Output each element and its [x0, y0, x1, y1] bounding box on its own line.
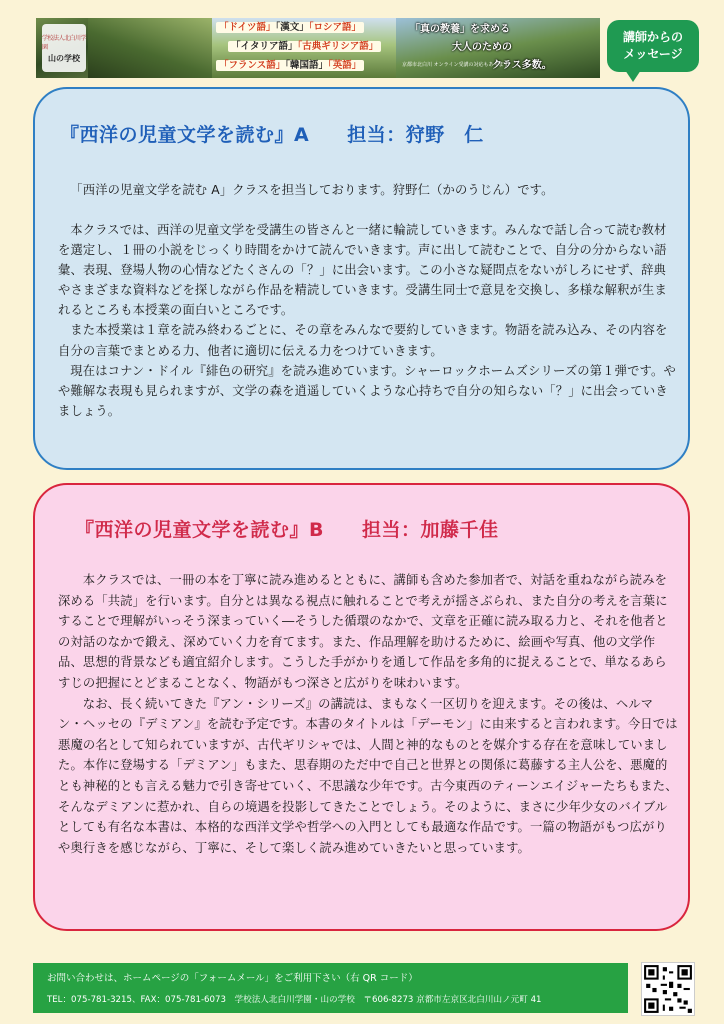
lang-row-3: 「フランス語」「韓国語」「英語」 — [216, 60, 364, 71]
class-a-paragraph: 現在はコナン・ドイル『緋色の研究』を読み進めています。シャーロックホームズシリーズの第１弾です。やや難解な表現も見られますが、文学の森を逍遥していくような心持ちで自分の知らない「？」に出会っていきましょう。 — [58, 363, 676, 418]
banner-language-panel — [212, 18, 396, 78]
class-a-teacher: 担当：狩野 仁 — [347, 124, 484, 146]
contact-footer — [33, 963, 628, 1013]
qr-pattern — [642, 963, 694, 1015]
slogan-line-3: クラス多数。 — [492, 60, 552, 71]
banner-tiny-text: 京都市北白川 オンライン受講の対応もあります — [402, 62, 509, 68]
lang-row-2: 「イタリア語」「古典ギリシア語」 — [228, 41, 381, 52]
banner-photo-panel — [88, 18, 212, 78]
message-bubble — [607, 20, 699, 72]
class-a-paragraph: 本クラスでは、西洋の児童文学を受講生の皆さんと一緒に輪読していきます。みんなで話し合って読む教材を選定し、１冊の小説をじっくり時間をかけて読んでいきます。声に出して読むことで、自分の分からない語彙、表現、登場人物の心情などたくさんの「？」に出会います。この小さな疑問点をないがしろにせず、辞典やさまざまな資料などを探しながら作品を精読していきます。受講生同士で意見を交換し、多様な解釈が生まれるところも本授業の面白いところです。 — [58, 223, 667, 318]
qr-code-icon[interactable] — [641, 962, 695, 1016]
bubble-line-2: メッセージ — [623, 47, 683, 61]
header-banner — [36, 18, 600, 78]
lang-row-1: 「ドイツ語」「漢文」「ロシア語」 — [216, 22, 364, 33]
footer-contact-line: お問い合わせは、ホームページの「フォームメール」をご利用下さい（右 QR コード） — [47, 973, 418, 984]
class-b-body — [58, 570, 678, 858]
class-a-intro: 「西洋の児童文学を読む A」クラスを担当しております。狩野仁（かのうじん）です。 — [70, 183, 554, 197]
logo-arc-text: 学校法人北白川学園 — [42, 34, 87, 51]
bubble-line-1: 講師からの — [622, 30, 683, 44]
footer-address-line: TEL：075-781-3215、FAX：075-781-6073 学校法人北白川学園・山の学校 〒606-8273 京都市左京区北白川山ノ元町 41 — [47, 995, 542, 1005]
logo-name: 山の学校 — [48, 53, 80, 63]
class-a-body — [58, 220, 678, 421]
banner-logo-panel — [36, 18, 88, 78]
class-b-teacher: 担当：加藤千佳 — [361, 519, 499, 541]
class-a-paragraph: また本授業は１章を読み終わるごとに、その章をみんなで要約していきます。物語を読み込み、その内容を自分の言葉でまとめる力、他者に適切に伝える力をつけていきます。 — [58, 323, 668, 358]
class-b-paragraph: なお、長く続いてきた『アン・シリーズ』の講読は、まもなく一区切りを迎えます。その後は、ヘルマン・ヘッセの『デミアン』を読む予定です。本書のタイトルは「デーモン」に由来すると言われます。今日では悪魔の名として知られていますが、古代ギリシャでは、人間と神的なものとを媒介する存在を意味していました。本作に登場する「デミアン」もまた、思春期のただ中で自己と世界との関係に葛藤する主人公を、悪魔的とも神秘的とも言える魅力で引き寄せていく、不思議な少年です。古今東西のティーンエイジャーたちもまた、そんなデミアンに惹かれ、自らの境遇を投影してきたことでしょう。そのように、まさに少年少女のバイブルとしても有名な本書は、本格的な西洋文学や哲学への入門としても最適な作品です。一篇の物語がもつ広がりや奥行きを感じながら、丁寧に、そして楽しく読み進めていきたいと思っています。 — [58, 696, 678, 855]
class-a-title: 『西洋の児童文学を読む』A 担当：狩野 仁 — [60, 124, 484, 146]
bubble-tail — [625, 70, 641, 82]
school-logo-icon — [42, 24, 86, 72]
class-b-paragraph: 本クラスでは、一冊の本を丁寧に読み進めるとともに、講師も含めた参加者で、対話を重ねながら読みを深める「共読」を行います。自分とは異なる視点に触れることで考えが揺さぶられ、また自分の考えを言葉にすることで理解がいっそう深まっていく―そうした循環のなかで、文章を正確に読み取る力と、それを他者との対話のなかで鍛え、深めていく力を育てます。また、作品理解を助けるために、絵画や写真、他の文学作品、思想的背景なども適宜紹介します。こうした手がかりを通して作品を多角的に捉えることで、単なるあらすじの把握にとどまることなく、物語がもつ深さと広がりを味わいます。 — [58, 573, 668, 690]
slogan-line-1: 「真の教養」を求める — [410, 24, 510, 35]
banner-slogan-panel — [396, 18, 600, 78]
class-b-title: 『西洋の児童文学を読む』B 担当：加藤千佳 — [75, 519, 499, 541]
slogan-line-2: 大人のための — [452, 42, 512, 53]
